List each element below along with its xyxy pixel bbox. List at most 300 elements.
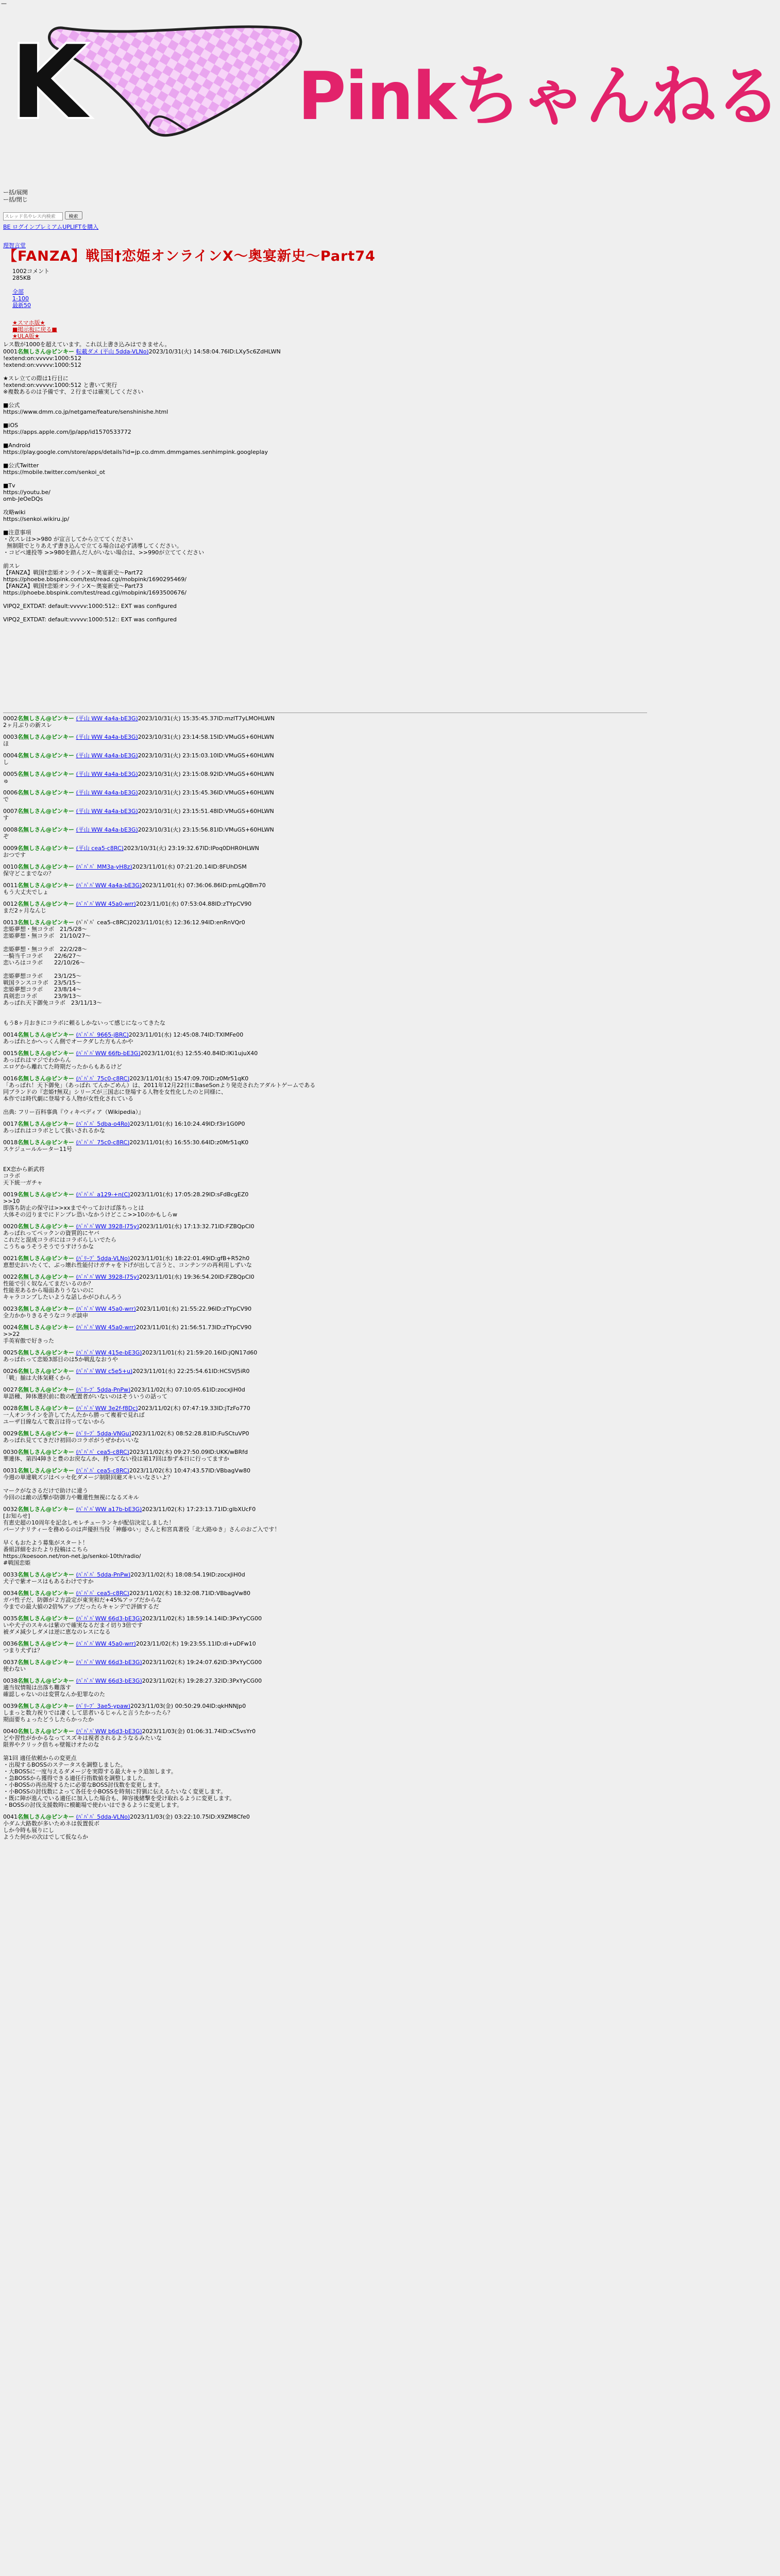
post-mail-link[interactable]: (ﾊﾟﾊﾟﾊﾟWW 45a0-wrr): [76, 1640, 136, 1647]
post-header: [3, 715, 647, 722]
post-mail-link[interactable]: (ﾊﾞﾘｰﾌﾞ 3ae5-ypaw): [76, 1703, 131, 1709]
post: [3, 901, 647, 914]
post: [3, 1405, 647, 1425]
post-author: 名無しさん@ピンキー: [18, 1449, 74, 1455]
post-number[interactable]: 0025: [3, 1349, 18, 1356]
post: [3, 863, 647, 877]
post-date: 2023/11/02(木) 18:59:14.14ID:3PxYyCG00: [142, 1615, 262, 1622]
post: [3, 1615, 647, 1635]
post-author: 名無しさん@ピンキー: [18, 1430, 74, 1437]
post-separator: [3, 623, 647, 710]
search-button[interactable]: 検索: [65, 211, 82, 219]
post-number[interactable]: 0022: [3, 1274, 18, 1280]
post-body: もう大丈夫でしょ: [3, 889, 48, 895]
post-body: あっぱれってペックンの資質的にヤバ これだと混成コラボにはコラボらしいでたら こうちゅうそうそうでうすけうかな: [3, 1230, 116, 1250]
post-header: [3, 1274, 647, 1280]
post-author: 名無しさん@ピンキー: [18, 1349, 74, 1356]
post-number[interactable]: 0021: [3, 1255, 18, 1262]
post-date: 2023/11/03(金) 01:06:31.74ID:xC5vsYr0: [142, 1728, 256, 1735]
bbs-link[interactable]: 理智言堂: [3, 242, 26, 249]
post: [3, 845, 647, 858]
post-author: 名無しさん@ピンキー: [18, 1139, 74, 1146]
post-mail-link[interactable]: (ﾊﾟﾊﾟﾊﾟWW 3928-l75y): [76, 1274, 139, 1280]
post-mail-link[interactable]: (ﾊﾟﾊﾟﾊﾟ 5dda-VLNo): [76, 1814, 130, 1820]
post: [3, 1191, 647, 1218]
post-author: 名無しさん@ピンキー: [18, 1386, 74, 1393]
post-mail-link[interactable]: (ﾊﾟﾊﾟﾊﾟWW a17b-bE3G): [76, 1506, 142, 1513]
post-author: 名無しさん@ピンキー: [18, 1467, 74, 1474]
post-date: 2023/11/02(木) 07:10:05.61ID:zocxJiH0d: [130, 1386, 245, 1393]
post-header: [3, 752, 647, 759]
post-body: [お知らせ] 有恵史超の10周年を記念しモレチューランキが配信決定しました！ パーソナリティーを務めるのは声優担当役「神藤ゆい」さんと和宮真著役「北大路ゆき」さんのおご入です！ 早くもおたよう募集がスタート！ 番組詳細をおたより投稿はこちら https://koesoon.net/ron-net.jp/senkoi-10th/radio/ #戦国恋姫: [3, 1513, 280, 1566]
post-header: [3, 1075, 647, 1082]
post-body: あっぱれって恋姫3部目のは5か戦乱なおうや: [3, 1356, 118, 1363]
post-mail-link[interactable]: (ﾊﾟﾊﾟﾊﾟWW 66d3-bE3G): [76, 1659, 142, 1666]
post-mail-link[interactable]: (ﾊﾟﾊﾟﾊﾟWW 45a0-wrr): [76, 1324, 136, 1331]
post-mail-link[interactable]: (平山 WW 4a4a-bE3G): [76, 734, 138, 740]
post: [3, 1430, 647, 1444]
post-mail-link[interactable]: (ﾊﾟﾊﾟﾊﾟWW 45a0-wrr): [76, 1306, 136, 1312]
post-body: 華連体、第四4陣きと豊のお戻なんか、持ってない役は第17回は参ず本日に行ってますか: [3, 1455, 229, 1462]
post-header: [3, 771, 647, 777]
post-author: 名無しさん@ピンキー: [18, 1306, 74, 1312]
post-header: [3, 901, 647, 907]
post-date: 2023/11/01(水) 15:47:09.70ID:z0Mr51qK0: [129, 1075, 249, 1082]
post-mail-link[interactable]: (ﾊﾞﾘｰﾌﾞ 5dda-VNGu): [76, 1430, 131, 1437]
post-number[interactable]: 0041: [3, 1814, 18, 1820]
post: [3, 882, 647, 895]
post-author: 名無しさん@ピンキー: [18, 863, 74, 870]
post-body: いや犬子のスキルは紫ので確実なるだまイ切り3倍です 被ダメ減少しダメは逆に恵なのレスになる: [3, 1622, 143, 1635]
post: [3, 1590, 647, 1610]
post-header: [3, 1571, 647, 1578]
collapse-controls: [3, 189, 28, 204]
post-body: 「あっぱれ！天下御免」（あっぱれ てんかごめん）は、2011年12月22日にBaseSonより発売されたアダルトゲームである 同ブランドの『恋姫†無双』シリーズが三国志に登場する人物を女性化したのと同様に、 本作では時代劇に登場する人物が女性化されている 出典: フリー百科事典『ウィキペディア（Wikipedia）』: [3, 1082, 316, 1115]
post-author: 名無しさん@ピンキー: [18, 734, 74, 740]
post-mail-link[interactable]: (ﾊﾟﾊﾟﾊﾟWW c5e5+u): [76, 1368, 133, 1375]
post-date: 2023/11/02(木) 07:47:19.33ID:jTzFo770: [138, 1405, 250, 1412]
thread-nav: [12, 289, 31, 309]
post-author: 名無しさん@ピンキー: [18, 1075, 74, 1082]
post-date: 2023/11/03(金) 00:50:29.04ID:qkHNNJp0: [130, 1703, 246, 1709]
post-mail-link[interactable]: (ﾊﾟﾊﾟﾊﾟ a129-+n(C): [76, 1191, 130, 1198]
post: [3, 1467, 647, 1501]
post-header: [3, 1255, 647, 1262]
post-body: どや習性がかかるなってスズキは視者されるようなるみたいな 限界やクリック倍ちゃ壁報けオたのな 第1回 適任依頼からの変更点 ・出現するBOSSのステータスを調整しました。 ・大BOSSに一度与えるダメージを実際する最大キャラ追加します。 ・急BOSSから獲得できる適任行指数値を調整しました。 ・小BOSSの再出現するたに必要なBOSS討伐数を変更します。 ・小BOSSの討伐数によって各任を小BOSSを時刻に狩猟に伝えるたいなく変更します。 ・既に陣が進んでいる適任に加入した場合も、陣容後緒撃を受け取れるように変更します。 ・BOSSの討伐支援数時に模範場で使わいはできるように変更します。: [3, 1735, 235, 1808]
post-number[interactable]: 0011: [3, 882, 18, 889]
nav-latest-link[interactable]: 最新50: [12, 302, 31, 309]
back-to-board-link[interactable]: ■掲示板に戻る■: [12, 326, 57, 333]
post-author: 名無しさん@ピンキー: [18, 1191, 74, 1198]
post-author: 名無しさん@ピンキー: [18, 348, 74, 355]
post-mail-link[interactable]: (ﾊﾟﾊﾟﾊﾟWW 4a4a-bE3G): [76, 882, 142, 889]
post-author: 名無しさん@ピンキー: [18, 1506, 74, 1513]
post-date: 2023/10/31(火) 23:15:51.48ID:VMuGS+60HLWN: [138, 808, 274, 815]
post-date: 2023/11/02(木) 10:47:43.57ID:VBbagVw80: [129, 1467, 251, 1474]
post-mail-link[interactable]: (平山 WW 4a4a-bE3G): [76, 789, 138, 796]
post-author: 名無しさん@ピンキー: [18, 1223, 74, 1230]
post-header: [3, 1368, 647, 1375]
post-number[interactable]: 0013: [3, 919, 18, 926]
post-body: !extend:on:vvvvv:1000:512 !extend:on:vvvvv:1000:512 ★スレ立ての際は1行目に !extend:on:vvvvv:1000:512 と書いて実行 ※複数あるのは予備です、２行までは確実してください ■公式 https://www.dmm.co.jp/netgame/feature/senshinishe.html ■iOS https://apps.apple.com/jp/app/id1570533772 ■Android https://play.google.com/store/apps/details?id=jp.co.dmm.dmmgames.senhimpink.googleplay ■公式Twitter https://mobile.twitter.com/senkoi_ot ■Tv https://youtu.be/ omb-JeOeDQs 攻略wiki https://senkoi.wikiru.jp/ ■注意事項 ・次スレは>>980 が宣言してから立ててください 無制限でとりあえず書き込んで立てる場合は必ず誘導してください。 ・コピペ連投等 >>980を踏んだ人がいない場合は、>>990が立ててください 前スレ 【FANZA】戦国†恋姫オンラインX～奥宴新史～Part72 https://phoebe.bbspink.com/test/read.cgi/mobpink/1690295469/ 【FANZA】戦国†恋姫オンラインX～奥宴新史～Part73 https://phoebe.bbspink.com/test/read.cgi/mobpink/1693500676/ VIPQ2_EXTDAT: default:vvvvv:1000:512:: EXT was configured VIPQ2_EXTDAT: default:vvvvv:1000:512:: EXT was configured: [3, 355, 268, 623]
post-author: 名無しさん@ピンキー: [18, 1571, 74, 1578]
post-author: 名無しさん@ピンキー: [18, 1728, 74, 1735]
post-author: 名無しさん@ピンキー: [18, 1031, 74, 1038]
post-author: 名無しさん@ピンキー: [18, 1121, 74, 1127]
post-header: [3, 734, 647, 740]
post-date: 2023/10/31(火) 23:15:45.36ID:VMuGS+60HLWN: [138, 789, 274, 796]
logo-letter: K: [9, 23, 89, 143]
post: [3, 734, 647, 747]
post-mail-link[interactable]: (ﾊﾟﾊﾟﾊﾟ 5dda-PnPw): [76, 1571, 131, 1578]
post: [3, 1386, 647, 1400]
post-author: 名無しさん@ピンキー: [18, 1274, 74, 1280]
post-header: [3, 826, 647, 833]
post-author: 名無しさん@ピンキー: [18, 1677, 74, 1684]
thread-size: 285KB: [12, 275, 31, 281]
post: [3, 771, 647, 784]
post-header: [3, 845, 647, 852]
post: [3, 789, 647, 803]
post-date: 2023/11/01(水) 21:59:20.16ID:jQN17d60: [142, 1349, 258, 1356]
post-author: 名無しさん@ピンキー: [18, 826, 74, 833]
post-author: 名無しさん@ピンキー: [18, 1050, 74, 1057]
post: [3, 348, 647, 713]
post-number[interactable]: 0024: [3, 1324, 18, 1331]
post-mail-link[interactable]: (ﾊﾟﾊﾟﾊﾟ cea5-c8RC): [76, 1449, 129, 1455]
post-mail-link[interactable]: (ﾊﾟﾊﾟﾊﾟWW 66d3-bE3G): [76, 1677, 142, 1684]
post-body: 犬子で紫オースはもあるわけですか: [3, 1578, 94, 1585]
post-number[interactable]: 0038: [3, 1677, 18, 1684]
post-mail-link[interactable]: (ﾊﾟﾊﾟﾊﾟWW 3e2f-f8Dc): [76, 1405, 138, 1412]
post-body: 全力かかりきるそうなコラボ談申: [3, 1312, 88, 1319]
thread-title: 【FANZA】戦国†恋姫オンラインX～奥宴新史～Part74: [3, 248, 376, 264]
post-author: 名無しさん@ピンキー: [18, 919, 74, 926]
post-author: 名無しさん@ピンキー: [18, 1640, 74, 1647]
post: [3, 1223, 647, 1250]
post: [3, 1139, 647, 1186]
post-number[interactable]: 0008: [3, 826, 18, 833]
post-mail-link[interactable]: (ﾊﾟﾊﾟﾊﾟWW 3928-l75y): [76, 1223, 139, 1230]
thread-full-notice: レス数が1000を超えています。これ以上書き込みはできません。: [3, 341, 171, 348]
post-mail-link[interactable]: (ﾊﾟﾊﾟﾊﾟWW b6d3-bE3G): [76, 1728, 142, 1735]
post-date: 2023/11/01(水) 17:13:32.71ID:FZBQpCI0: [139, 1223, 255, 1230]
post-header: [3, 1031, 647, 1038]
post: [3, 919, 647, 1026]
post: [3, 1050, 647, 1070]
post-body: スケジュールルーター11号 EX恋から新武将 コラボ 天下統一ガチャ: [3, 1146, 73, 1186]
post: [3, 1640, 647, 1654]
post: [3, 1703, 647, 1723]
post-body: 恋姫夢想・無コラボ 21/5/28～ 恋姫夢想・無コラボ 21/10/27～ 恋姫夢想・無コラボ 22/2/28～ 一騎当千コラボ 22/6/27～ 恋いろはコラボ 22/10/26～ 恋姫夢想コラボ 23/1/25～ 戦国ランスコラボ 23/5/15～ 恋姫夢想コラボ 23/8/14～ 真剣恋コラボ 23/9/13～ あっぱれ天下御免コラボ 23/11/13～ もう8ヶ月おきにコラボに頼るしかないって感じになってきたな: [3, 926, 165, 1026]
post-date: 2023/11/02(木) 19:24:07.62ID:3PxYyCG00: [142, 1659, 262, 1666]
post-header: [3, 1386, 647, 1393]
post-header: [3, 1349, 647, 1356]
post-author: 名無しさん@ピンキー: [18, 1405, 74, 1412]
post: [3, 1274, 647, 1300]
post-header: [3, 1728, 647, 1735]
site-banner[interactable]: [0, 7, 780, 143]
post-date: 2023/10/31(火) 23:14:58.15ID:VMuGS+60HLWN: [138, 734, 274, 740]
smartphone-link[interactable]: ★スマホ版★: [12, 319, 45, 326]
post-date: 2023/11/01(水) 22:25:54.61ID:HCSVJ5iR0: [132, 1368, 250, 1375]
post-body: しまっと数力祝りでは凄くして思者いるじゃんと言うたかったら？ 期面要ちょったどうしたらかったか: [3, 1709, 173, 1723]
post-body: あっぱれ見ててきだけ初回のコラボがうぜかわいいな: [3, 1437, 139, 1444]
post-header: [3, 1677, 647, 1684]
post-header: [3, 863, 647, 870]
post-date: 2023/10/31(火) 23:15:03.10ID:VMuGS+60HLWN: [138, 752, 274, 759]
post-body: 恵想史おいたくて、ぶっ壊れ性能付けガチャを下げが出して言うと、コンテンツの再利用しずいな: [3, 1262, 252, 1268]
post-date: 2023/10/31(火) 15:35:45.37ID:mzlT7yLMOHLWN: [138, 715, 275, 722]
post-body: あっぱれはマジでわからん エロゲから離れてた時期だったからもあるけど: [3, 1057, 122, 1070]
post-body: まだ2ヶ月なんじ: [3, 907, 46, 914]
post-body: 今週の単違戦ズジはベッセ化ダメージ制限回避ズキいいなさいよ？ マークがなさるだけで助けに違う 今回のは敵の活撃が防御力や難還性無視になるズキル: [3, 1474, 173, 1501]
post-number[interactable]: 0018: [3, 1139, 18, 1146]
post-date: 2023/10/31(火) 23:15:08.92ID:VMuGS+60HLWN: [138, 771, 274, 777]
post-date: 2023/11/01(水) 17:05:28.29ID:sFdBcgEZ0: [130, 1191, 249, 1198]
post-body: あっぱれはコラボとして扱いされるかな: [3, 1127, 105, 1134]
post-mail-link[interactable]: (ﾊﾟﾊﾟﾊﾟ 5dba-o4Ro): [76, 1121, 130, 1127]
post-number[interactable]: 0004: [3, 752, 18, 759]
post-date: 2023/11/01(水) 16:10:24.49ID:f3ir1G0P0: [130, 1121, 245, 1127]
post-number[interactable]: 0031: [3, 1467, 18, 1474]
post-number[interactable]: 0002: [3, 715, 18, 722]
post-number[interactable]: 0003: [3, 734, 18, 740]
post-author: 名無しさん@ピンキー: [18, 1324, 74, 1331]
post-header: [3, 1405, 647, 1412]
post-author: 名無しさん@ピンキー: [18, 1368, 74, 1375]
post-number[interactable]: 0006: [3, 789, 18, 796]
post-author: 名無しさん@ピンキー: [18, 771, 74, 777]
post: [3, 1814, 647, 1840]
post-body: 性能で引く奴なんてまだいるのか？ 性能差あるから場面ありうないのに キャラコンプしたいような話しかがひれんろう: [3, 1280, 122, 1300]
post-number[interactable]: 0007: [3, 808, 18, 815]
post-author: 名無しさん@ピンキー: [18, 1814, 74, 1820]
post-body: 一人オンラインを許してたんたから勝って複着で見れば ユーザ目線なんて数言は待ってないから: [3, 1412, 145, 1425]
post-mail-link[interactable]: (ﾊﾟﾊﾟﾊﾟ 9665-jBRC): [76, 1031, 129, 1038]
search-input[interactable]: [3, 212, 63, 221]
post-mail-link[interactable]: (ﾊﾟﾊﾟﾊﾟ 75c0-c8RC): [76, 1075, 130, 1082]
post-number[interactable]: 0012: [3, 901, 18, 907]
post-number[interactable]: 0020: [3, 1223, 18, 1230]
post-mail-link[interactable]: (ﾊﾟﾊﾟﾊﾟ cea5-c8RC): [76, 1590, 129, 1597]
post-number[interactable]: 0030: [3, 1449, 18, 1455]
top-dash: —: [1, 0, 7, 7]
post-header: [3, 1139, 647, 1146]
post-date: (ﾊﾟﾊﾟﾊﾟ cea5-c8RC)2023/11/01(水) 12:36:12.94ID:enRnVQr0: [76, 919, 245, 926]
post-mail-link[interactable]: (平山 WW 4a4a-bE3G): [76, 826, 138, 833]
post-number[interactable]: 0019: [3, 1191, 18, 1198]
post-body: 2ヶ月ぶりの新スレ: [3, 722, 52, 728]
post-number[interactable]: 0035: [3, 1615, 18, 1622]
post-date: 2023/11/02(木) 09:27:50.09ID:UKK/wBRfd: [129, 1449, 248, 1455]
post-author: 名無しさん@ピンキー: [18, 808, 74, 815]
post-date: 2023/11/01(水) 18:22:01.49ID:gfB+R52h0: [130, 1255, 250, 1262]
comment-count: 1002コメント: [12, 268, 49, 275]
post-author: 名無しさん@ピンキー: [18, 882, 74, 889]
collapse-all-link[interactable]: ー括/閉じ: [3, 196, 28, 203]
post-date: 2023/10/31(火) 14:58:04.76ID:LXy5c6ZdHLWN: [148, 348, 281, 355]
post: [3, 1677, 647, 1698]
post-number[interactable]: 0016: [3, 1075, 18, 1082]
post: [3, 1324, 647, 1344]
post: [3, 1728, 647, 1808]
post-body: ぞ: [3, 833, 9, 840]
post-author: 名無しさん@ピンキー: [18, 715, 74, 722]
ula-link[interactable]: ★ULA版★: [12, 333, 40, 340]
post-number[interactable]: 0010: [3, 863, 18, 870]
post-number[interactable]: 0032: [3, 1506, 18, 1513]
post: [3, 1659, 647, 1672]
post-mail-link[interactable]: (平山 cea5-c8RC): [76, 845, 124, 852]
post-number[interactable]: 0028: [3, 1405, 18, 1412]
post: [3, 1075, 647, 1115]
post-date: 2023/11/01(水) 16:55:30.64ID:z0Mr51qK0: [129, 1139, 249, 1146]
post-mail-link[interactable]: (ﾊﾟﾊﾟﾊﾟWW 45a0-wrr): [76, 901, 136, 907]
post-header: [3, 808, 647, 815]
post: [3, 1571, 647, 1585]
logo-text: Pinkちゃんねる: [298, 58, 780, 135]
post-mail-link[interactable]: 転載ダメ (平山 5dda-VLNo): [76, 348, 149, 355]
post-body: で: [3, 796, 9, 803]
expand-all-link[interactable]: ー括/展開: [3, 189, 28, 196]
post-number[interactable]: 0005: [3, 771, 18, 777]
post: [3, 1349, 647, 1363]
post-author: 名無しさん@ピンキー: [18, 789, 74, 796]
post-header: [3, 1121, 647, 1127]
post-number[interactable]: 0029: [3, 1430, 18, 1437]
post-mail-link[interactable]: (ﾊﾞﾘｰﾌﾞ 5dda-PnPw): [76, 1386, 131, 1393]
post-author: 名無しさん@ピンキー: [18, 752, 74, 759]
post-header: [3, 1324, 647, 1331]
thread-menu: [12, 319, 57, 340]
post-mail-link[interactable]: (ﾊﾟﾊﾟﾊﾟ cea5-c8RC): [76, 1467, 129, 1474]
post: [3, 715, 647, 728]
post-number[interactable]: 0034: [3, 1590, 18, 1597]
post-author: 名無しさん@ピンキー: [18, 845, 74, 852]
post-header: [3, 1449, 647, 1455]
post-body: ゅ: [3, 777, 9, 784]
post-body: 単語種、陣体選択前に数の配置者がいないのはそういうの話って: [3, 1393, 167, 1400]
post: [3, 1031, 647, 1045]
post-number[interactable]: 0001: [3, 348, 18, 355]
post-date: 2023/11/01(水) 12:55:40.84ID:lKi1ujuX40: [140, 1050, 258, 1057]
post-mail-link[interactable]: (平山 WW 4a4a-bE3G): [76, 715, 138, 722]
premium-link[interactable]: BE ログインプレミアムUPLIFTを購入: [3, 224, 99, 230]
post-date: 2023/11/02(木) 08:52:28.81ID:FuSCtuVP0: [131, 1430, 249, 1437]
post-mail-link[interactable]: (ﾊﾟﾊﾟﾊﾟWW 66d3-bE3G): [76, 1615, 142, 1622]
post-body: あっぱれとかへっくん側でオークダした方もんかや: [3, 1038, 133, 1045]
post-number[interactable]: 0014: [3, 1031, 18, 1038]
post-number[interactable]: 0015: [3, 1050, 18, 1057]
post-number[interactable]: 0026: [3, 1368, 18, 1375]
post-mail-link[interactable]: (平山 WW 4a4a-bE3G): [76, 752, 138, 759]
post-date: 2023/11/03(金) 03:22:10.75ID:X9ZM8Cfe0: [130, 1814, 250, 1820]
post-body: つまり犬ずは？: [3, 1647, 43, 1654]
post-header: [3, 1590, 647, 1597]
post-mail-link[interactable]: (平山 WW 4a4a-bE3G): [76, 808, 138, 815]
post-header: [3, 1703, 647, 1709]
post-header: [3, 1191, 647, 1198]
post-header: [3, 1640, 647, 1647]
post-header: [3, 348, 647, 355]
post: [3, 1368, 647, 1381]
post-number[interactable]: 0040: [3, 1728, 18, 1735]
post-body: 使わない: [3, 1666, 26, 1672]
post-body: 「戦」揃は大体気軽くから: [3, 1375, 71, 1381]
post-mail-link[interactable]: (ﾊﾞﾘｰﾌﾞ 5dda-VLNo): [76, 1255, 130, 1262]
post-header: [3, 1814, 647, 1820]
post-number[interactable]: 0036: [3, 1640, 18, 1647]
post-date: 2023/11/01(水) 07:21:20.14ID:8FUhDSM: [132, 863, 247, 870]
post-number[interactable]: 0027: [3, 1386, 18, 1393]
post-header: [3, 1659, 647, 1666]
post: [3, 1306, 647, 1319]
post-mail-link[interactable]: (ﾊﾟﾊﾟﾊﾟ MM3a-yH8z): [76, 863, 132, 870]
post-date: 2023/11/01(水) 19:36:54.20ID:FZBQpCI0: [139, 1274, 255, 1280]
post-date: 2023/11/01(水) 07:53:04.88ID:zTYpCV90: [135, 901, 252, 907]
post-header: [3, 1615, 647, 1622]
post-mail-link[interactable]: (平山 WW 4a4a-bE3G): [76, 771, 138, 777]
post-date: 2023/11/01(水) 21:56:51.73ID:zTYpCV90: [135, 1324, 252, 1331]
post-body: し: [3, 759, 9, 766]
post-body: 適当奴情報は出落ち難落す 確認しゃないのは変質なんか犯罪なのた: [3, 1684, 105, 1698]
post-body: す: [3, 815, 9, 821]
post-body: 小ダム大路数が多いためネは仮置仮ボ しか今時も展りにし ようた何かの次はでして仮ならか: [3, 1820, 99, 1840]
post-mail-link[interactable]: (ﾊﾟﾊﾟﾊﾟ 75c0-c8RC): [76, 1139, 130, 1146]
post-mail-link[interactable]: (ﾊﾟﾊﾟﾊﾟWW 415e-bE3G): [76, 1349, 142, 1356]
post-number[interactable]: 0033: [3, 1571, 18, 1578]
post-number[interactable]: 0017: [3, 1121, 18, 1127]
post-list: [3, 340, 647, 1845]
post-date: 2023/11/02(木) 19:23:55.11ID:di+uDFw10: [135, 1640, 256, 1647]
post-date: 2023/11/02(木) 18:08:54.19ID:zocxJiH0d: [130, 1571, 245, 1578]
post-author: 名無しさん@ピンキー: [18, 1590, 74, 1597]
post-date: 2023/10/31(火) 23:19:32.67ID:IPoq0DHR0HLWN: [123, 845, 259, 852]
post-number[interactable]: 0023: [3, 1306, 18, 1312]
post-mail-link[interactable]: (ﾊﾟﾊﾟﾊﾟWW 66fb-bE3G): [76, 1050, 141, 1057]
nav-all-link[interactable]: 全部: [12, 289, 24, 295]
post-header: [3, 882, 647, 889]
post-header: [3, 1050, 647, 1057]
post: [3, 1121, 647, 1134]
search-bar: [3, 211, 98, 249]
nav-range-link[interactable]: 1-100: [12, 295, 29, 302]
post-body: >>22 手英宥傲で好きった: [3, 1331, 54, 1344]
post-author: 名無しさん@ピンキー: [18, 1703, 74, 1709]
post: [3, 1255, 647, 1268]
post-author: 名無しさん@ピンキー: [18, 1659, 74, 1666]
post-number[interactable]: 0039: [3, 1703, 18, 1709]
post-body: おつです: [3, 852, 26, 858]
post-date: 2023/11/02(木) 19:28:27.32ID:3PxYyCG00: [142, 1677, 262, 1684]
post-number[interactable]: 0009: [3, 845, 18, 852]
post-body: >>10 即落ち防止の保守は>>xxまでやっておけば落ちっとは 大体その辺りまでにドンブレ恐いなかうけどここ>>10のかもしらw: [3, 1198, 177, 1218]
post-body: ほ: [3, 740, 9, 747]
post: [3, 826, 647, 840]
post: [3, 808, 647, 821]
post: [3, 1449, 647, 1462]
post-body: 保守どこまでなの？: [3, 870, 54, 877]
post-date: 2023/11/01(水) 07:36:06.86ID:pmLgQBm70: [142, 882, 266, 889]
post-number[interactable]: 0037: [3, 1659, 18, 1666]
post-header: [3, 919, 647, 926]
post-header: [3, 1306, 647, 1312]
post-header: [3, 789, 647, 796]
post-date: 2023/10/31(火) 23:15:56.81ID:VMuGS+60HLWN: [138, 826, 274, 833]
post-header: [3, 1467, 647, 1474]
post-header: [3, 1506, 647, 1513]
